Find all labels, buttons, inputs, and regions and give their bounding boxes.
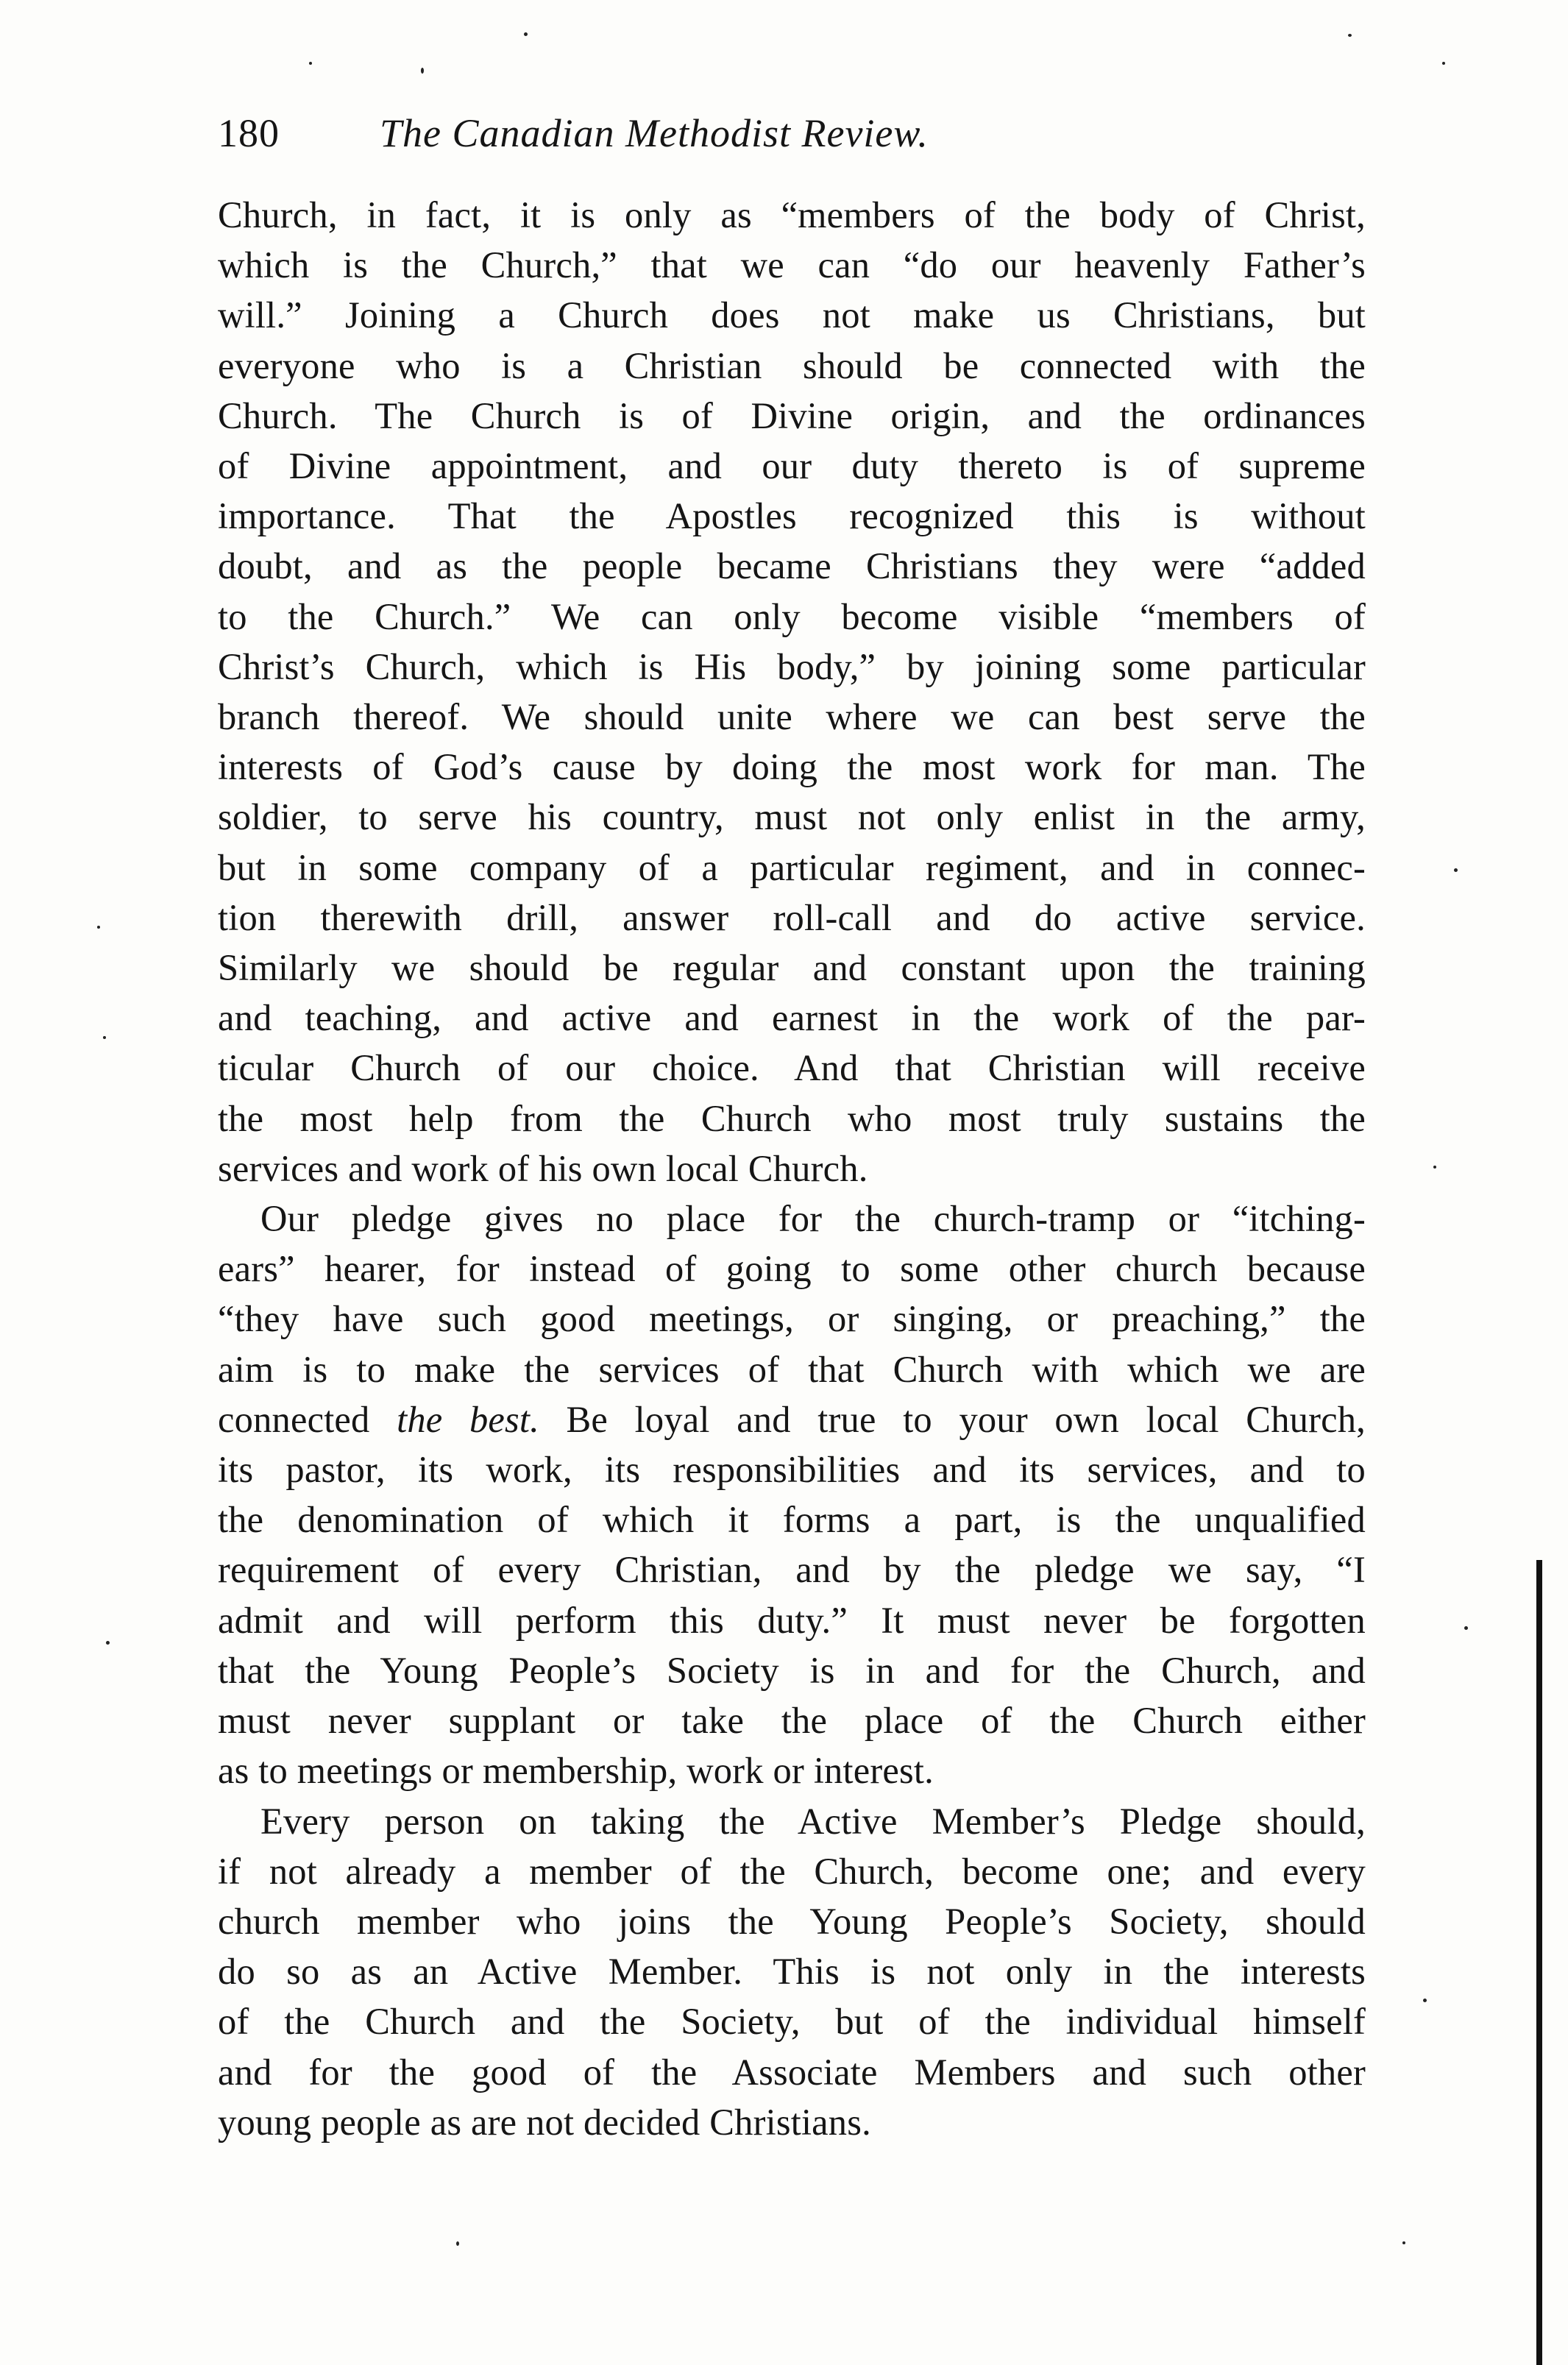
text-fragment: Be loyal and true to your own local Church,	[566, 1398, 1366, 1440]
text-line: ticular Church of our choice. And that Christian will receive	[218, 1047, 1366, 1089]
scan-speck	[524, 32, 528, 36]
text-line: must never supplant or take the place of the Church either	[218, 1700, 1366, 1742]
scan-speck	[1348, 34, 1352, 37]
text-line: to the Church.” We can only become visible “members of	[218, 595, 1366, 637]
paragraph-3	[218, 1796, 1366, 2147]
scan-speck	[1464, 1626, 1468, 1630]
paragraph-2	[218, 1194, 1366, 1795]
text-line: of Divine appointment, and our duty thereto is of supreme	[218, 445, 1366, 487]
scan-speck	[1433, 1166, 1436, 1169]
scan-edge-mark	[1536, 1560, 1542, 2365]
scan-speck	[421, 68, 424, 74]
text-line: aim is to make the services of that Church with which we are	[218, 1348, 1366, 1390]
scan-speck	[97, 926, 100, 929]
text-line: Similarly we should be regular and constant upon the training	[218, 947, 1366, 989]
text-line: importance. That the Apostles recognized this is without	[218, 495, 1366, 537]
scan-speck	[106, 1641, 110, 1645]
text-line: its pastor, its work, its responsibilities and its services, and to	[218, 1449, 1366, 1491]
emphasis-text: the best.	[397, 1398, 539, 1440]
text-line: ears” hearer, for instead of going to some other church because	[218, 1248, 1366, 1290]
running-title: The Canadian Methodist Review.	[380, 111, 929, 155]
text-line: and for the good of the Associate Members and such other	[218, 2051, 1366, 2093]
scan-speck	[103, 1036, 106, 1039]
text-line: interests of God’s cause by doing the most work for man. The	[218, 746, 1366, 788]
text-line: branch thereof. We should unite where we can best serve the	[218, 696, 1366, 738]
text-line: church member who joins the Young People’s Society, should	[218, 1900, 1366, 1942]
text-fragment: connected	[218, 1398, 370, 1440]
text-line: Church, in fact, it is only as “members of the body of Christ,	[218, 194, 1366, 235]
scan-speck	[1402, 2241, 1405, 2244]
text-line: soldier, to serve his country, must not only enlist in the army,	[218, 796, 1366, 838]
text-line: the denomination of which it forms a part, is the unqualified	[218, 1499, 1366, 1541]
text-line: everyone who is a Christian should be connected with the	[218, 344, 1366, 386]
article-body	[218, 190, 1366, 2147]
text-line: Church. The Church is of Divine origin, and the ordinances	[218, 394, 1366, 436]
text-line: do so as an Active Member. This is not only in the interests	[218, 1951, 1366, 1993]
text-line: young people as are not decided Christians.	[218, 2101, 871, 2143]
text-line: Christ’s Church, which is His body,” by joining some particular	[218, 645, 1366, 687]
text-line: “they have such good meetings, or singing, or preaching,” the	[218, 1298, 1366, 1340]
text-line-with-emphasis	[218, 1394, 1366, 1444]
text-line: of the Church and the Society, but of the individual himself	[218, 2001, 1366, 2043]
text-line: the most help from the Church who most truly sustains the	[218, 1097, 1366, 1139]
page-number: 180	[218, 111, 280, 155]
scan-speck	[309, 62, 312, 65]
text-line: that the Young People’s Society is in and for the Church, and	[218, 1649, 1366, 1691]
text-line: tion therewith drill, answer roll-call and do active service.	[218, 896, 1366, 938]
text-line: Our pledge gives no place for the church-tramp or “itching-	[260, 1198, 1366, 1240]
text-line: admit and will perform this duty.” It must never be forgotten	[218, 1599, 1366, 1641]
scan-speck	[1423, 1999, 1427, 2002]
text-line: will.” Joining a Church does not make us Christians, but	[218, 294, 1366, 336]
text-line: and teaching, and active and earnest in the work of the par-	[218, 997, 1366, 1039]
paragraph-1	[218, 190, 1366, 1194]
text-line: but in some company of a particular regiment, and in connec-	[218, 846, 1366, 888]
text-line: as to meetings or membership, work or interest.	[218, 1750, 934, 1792]
page-header	[218, 110, 1366, 177]
scan-speck	[1454, 868, 1458, 872]
text-line: services and work of his own local Church.	[218, 1147, 868, 1189]
text-line: Every person on taking the Active Member’s Pledge should,	[260, 1800, 1366, 1842]
text-line: doubt, and as the people became Christians they were “added	[218, 545, 1366, 587]
scan-speck	[1442, 62, 1445, 65]
text-line: requirement of every Christian, and by the pledge we say, “I	[218, 1549, 1366, 1591]
text-line: if not already a member of the Church, become one; and every	[218, 1850, 1366, 1892]
scan-speck	[456, 2241, 459, 2246]
text-line: which is the Church,” that we can “do our heavenly Father’s	[218, 244, 1366, 286]
